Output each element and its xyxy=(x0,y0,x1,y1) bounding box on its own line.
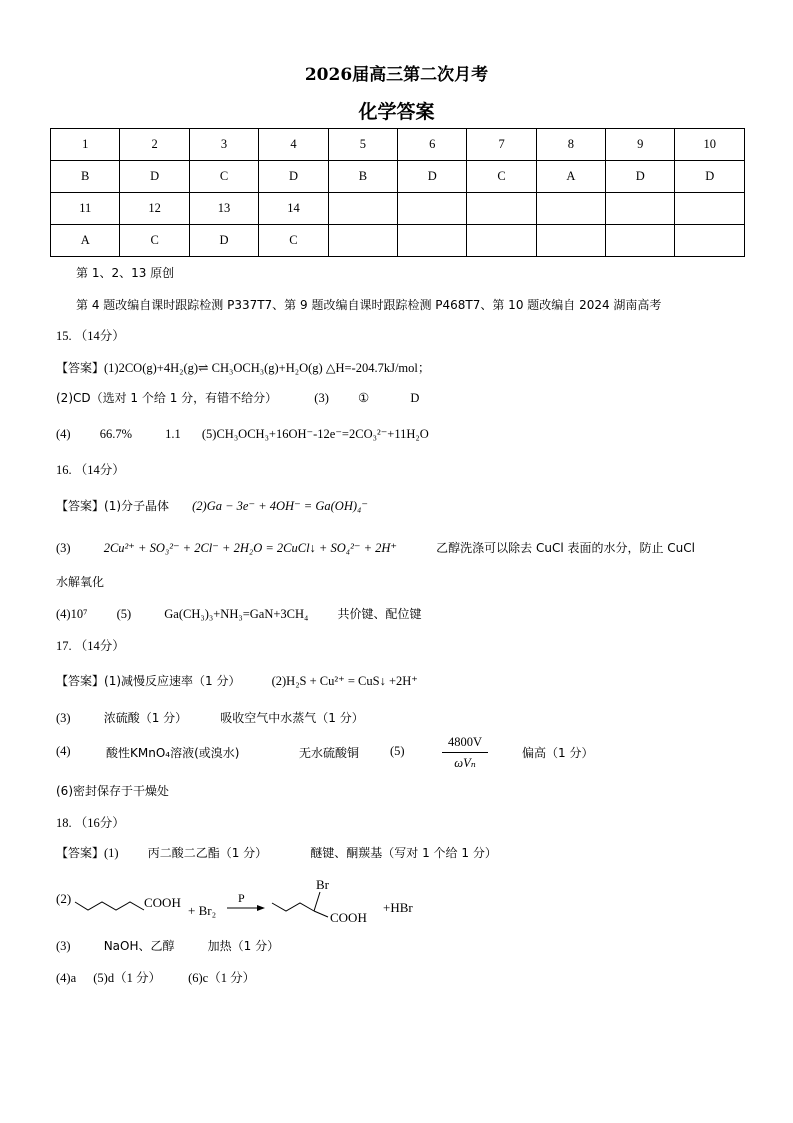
q16-part5-label: (5) xyxy=(116,607,132,621)
q18-part5: (5)d（1 分） xyxy=(93,971,161,985)
q15-answer-line2 xyxy=(56,389,419,406)
answer-table-cell: 7 xyxy=(467,129,536,161)
q15-part4-a: 66.7% xyxy=(99,427,132,441)
answer-label: 【答案】 xyxy=(56,846,105,860)
answer-table-cell xyxy=(606,225,675,257)
carbon-chain-2 xyxy=(272,903,314,911)
answer-table-row xyxy=(51,161,745,193)
q16-answer-line2 xyxy=(56,539,695,556)
q17-heading: 17. （14分） xyxy=(56,639,125,653)
q15-part3-a: ① xyxy=(357,391,370,405)
answer-label: 【答案】 xyxy=(56,499,105,513)
q18-reaction-scheme xyxy=(50,876,470,926)
q17-answer-line2 xyxy=(56,709,364,726)
answer-table-cell xyxy=(328,193,397,225)
answer-table-cell: D xyxy=(189,225,258,257)
bromine-reagent: + Br₂ xyxy=(188,903,217,918)
answer-table-cell: B xyxy=(51,161,120,193)
answer-table-cell: B xyxy=(328,161,397,193)
q17-part4-b: 无水硫酸铜 xyxy=(299,746,360,760)
catalyst-label: P xyxy=(238,891,245,905)
q18-part6: (6)c（1 分） xyxy=(188,971,256,985)
q18-answer-line3 xyxy=(56,937,279,954)
q15-answer-line3 xyxy=(56,426,429,442)
answer-table-cell xyxy=(536,225,605,257)
bromine-substituent: Br xyxy=(316,877,329,892)
q18-answer-line1 xyxy=(56,844,497,861)
note-adapted: 第 4 题改编自课时跟踪检测 P337T7、第 9 题改编自课时跟踪检测 P468T7、第 10 题改编自 2024 湖南高考 xyxy=(76,298,662,312)
q17-part5-b: 偏高（1 分） xyxy=(522,746,594,760)
answer-table-cell: 13 xyxy=(189,193,258,225)
carbon-chain-1 xyxy=(75,902,144,910)
answer-table-cell: D xyxy=(606,161,675,193)
answer-table-cell xyxy=(606,193,675,225)
q16-part5-equation: Ga(CH₃)₃+NH₃=GaN+3CH₄ xyxy=(164,607,309,621)
answer-table-cell: 1 xyxy=(51,129,120,161)
answer-table-row xyxy=(51,129,745,161)
q16-part3-note-cont: 水解氧化 xyxy=(56,575,105,589)
q15-answer-line1 xyxy=(56,358,430,376)
answer-table-cell: C xyxy=(189,161,258,193)
answer-table-cell xyxy=(536,193,605,225)
q17-part3-a: 浓硫酸（1 分） xyxy=(103,711,188,725)
q17-part2: (2)H₂S + Cu²⁺ = CuS↓ +2H⁺ xyxy=(271,674,418,688)
q17-part1: (1)减慢反应速率（1 分） xyxy=(104,674,241,688)
q15-part4-label: (4) xyxy=(56,427,71,441)
q17-part4-label: (4) xyxy=(56,744,71,758)
q18-part1-b: 醚键、酮羰基（写对 1 个给 1 分） xyxy=(310,846,497,860)
q18-part3-a: NaOH、乙醇 xyxy=(103,939,175,953)
q17-part3-label: (3) xyxy=(56,711,71,725)
cooh-group-2: COOH xyxy=(330,910,367,925)
c-br-bond xyxy=(314,892,320,911)
answer-table-cell: C xyxy=(467,161,536,193)
answer-table-cell xyxy=(467,193,536,225)
arrowhead-icon xyxy=(257,905,265,911)
answer-table-cell: 3 xyxy=(189,129,258,161)
answer-table-cell: 14 xyxy=(259,193,328,225)
q15-heading: 15. （14分） xyxy=(56,329,125,343)
answer-table-cell: C xyxy=(120,225,189,257)
q16-heading: 16. （14分） xyxy=(56,463,125,477)
q15-part1: (1)2CO(g)+4H₂(g)⇌ CH₃OCH₃(g)+H₂O(g) △H=-204.7kJ/mol； xyxy=(104,361,431,375)
q18-part1-a: 丙二酸二乙酯（1 分） xyxy=(147,846,268,860)
q18-part1-label: (1) xyxy=(104,846,119,860)
answer-table xyxy=(50,128,745,257)
q18-heading: 18. （16分） xyxy=(56,816,125,830)
answer-table-cell: 9 xyxy=(606,129,675,161)
answer-table-cell xyxy=(398,225,467,257)
answer-table-cell: D xyxy=(675,161,745,193)
answer-table-cell: 10 xyxy=(675,129,745,161)
q18-part3-b: 加热（1 分） xyxy=(207,939,280,953)
q17-answer-line1 xyxy=(56,672,418,689)
q18-part2-label: (2) xyxy=(56,891,72,906)
answer-table-cell: 8 xyxy=(536,129,605,161)
q16-part3-label: (3) xyxy=(56,541,71,555)
answer-table-cell: D xyxy=(398,161,467,193)
q16-answer-line1 xyxy=(56,497,368,514)
q17-part3-b: 吸收空气中水蒸气（1 分） xyxy=(220,711,364,725)
c-cooh-bond xyxy=(314,911,328,917)
answer-label: 【答案】 xyxy=(56,361,105,375)
q16-part4: (4)10⁷ xyxy=(56,607,88,621)
q16-answer-line3 xyxy=(56,605,422,622)
answer-table-cell xyxy=(398,193,467,225)
answer-table-cell: D xyxy=(259,161,328,193)
answer-table-row xyxy=(51,225,745,257)
answer-table-cell: D xyxy=(120,161,189,193)
cooh-group-1: COOH xyxy=(144,895,181,910)
q17-part4-a: 酸性KMnO₄溶液(或溴水) xyxy=(106,746,240,760)
fraction-denominator: ωVₙ xyxy=(454,756,476,770)
answer-label: 【答案】 xyxy=(56,674,105,688)
q16-part3-equation: 2Cu²⁺ + SO₃²⁻ + 2Cl⁻ + 2H₂O = 2CuCl↓ + SO₄²⁻ + 2H⁺ xyxy=(103,541,398,555)
q18-part4: (4)a xyxy=(56,971,77,985)
answer-table-cell: 4 xyxy=(259,129,328,161)
q16-part2: (2)Ga − 3e⁻ + 4OH⁻ = Ga(OH)₄⁻ xyxy=(192,499,368,513)
answer-table-cell: 2 xyxy=(120,129,189,161)
q15-part5: (5)CH₃OCH₃+16OH⁻-12e⁻=2CO₃²⁻+11H₂O xyxy=(201,427,429,441)
fraction-numerator: 4800V xyxy=(442,735,488,753)
q18-part3-label: (3) xyxy=(56,939,71,953)
answer-table-cell: 12 xyxy=(120,193,189,225)
answer-table-cell: 5 xyxy=(328,129,397,161)
q15-part2: (2)CD（选对 1 个给 1 分，有错不给分） xyxy=(56,391,278,405)
answer-table-cell: A xyxy=(536,161,605,193)
q16-part3-note: 乙醇洗涤可以除去 CuCl 表面的水分，防止 CuCl xyxy=(436,541,695,555)
q16-part5-b: 共价键、配位键 xyxy=(337,607,422,621)
answer-table-cell xyxy=(675,193,745,225)
answer-table-cell xyxy=(328,225,397,257)
q16-part1: (1)分子晶体 xyxy=(104,499,170,513)
answer-table-cell: 11 xyxy=(51,193,120,225)
q18-answer-line4 xyxy=(56,968,255,986)
q17-part5-label: (5) xyxy=(390,744,405,758)
hbr-product: +HBr xyxy=(383,900,413,915)
q17-part5-fraction xyxy=(442,735,488,771)
page-subtitle: 化学答案 xyxy=(358,101,435,123)
q15-part3-b: D xyxy=(410,391,420,405)
answer-table-cell xyxy=(675,225,745,257)
q15-part3-label: (3) xyxy=(314,391,329,405)
q17-part6: (6)密封保存于干燥处 xyxy=(56,784,169,798)
page-title: 2026届高三第二次月考 xyxy=(304,65,489,85)
answer-table-row xyxy=(51,193,745,225)
q15-part4-b: 1.1 xyxy=(165,427,181,441)
answer-table-cell: 6 xyxy=(398,129,467,161)
answer-table-cell xyxy=(467,225,536,257)
note-original: 第 1、2、13 原创 xyxy=(76,266,175,280)
answer-table-cell: A xyxy=(51,225,120,257)
answer-table-cell: C xyxy=(259,225,328,257)
